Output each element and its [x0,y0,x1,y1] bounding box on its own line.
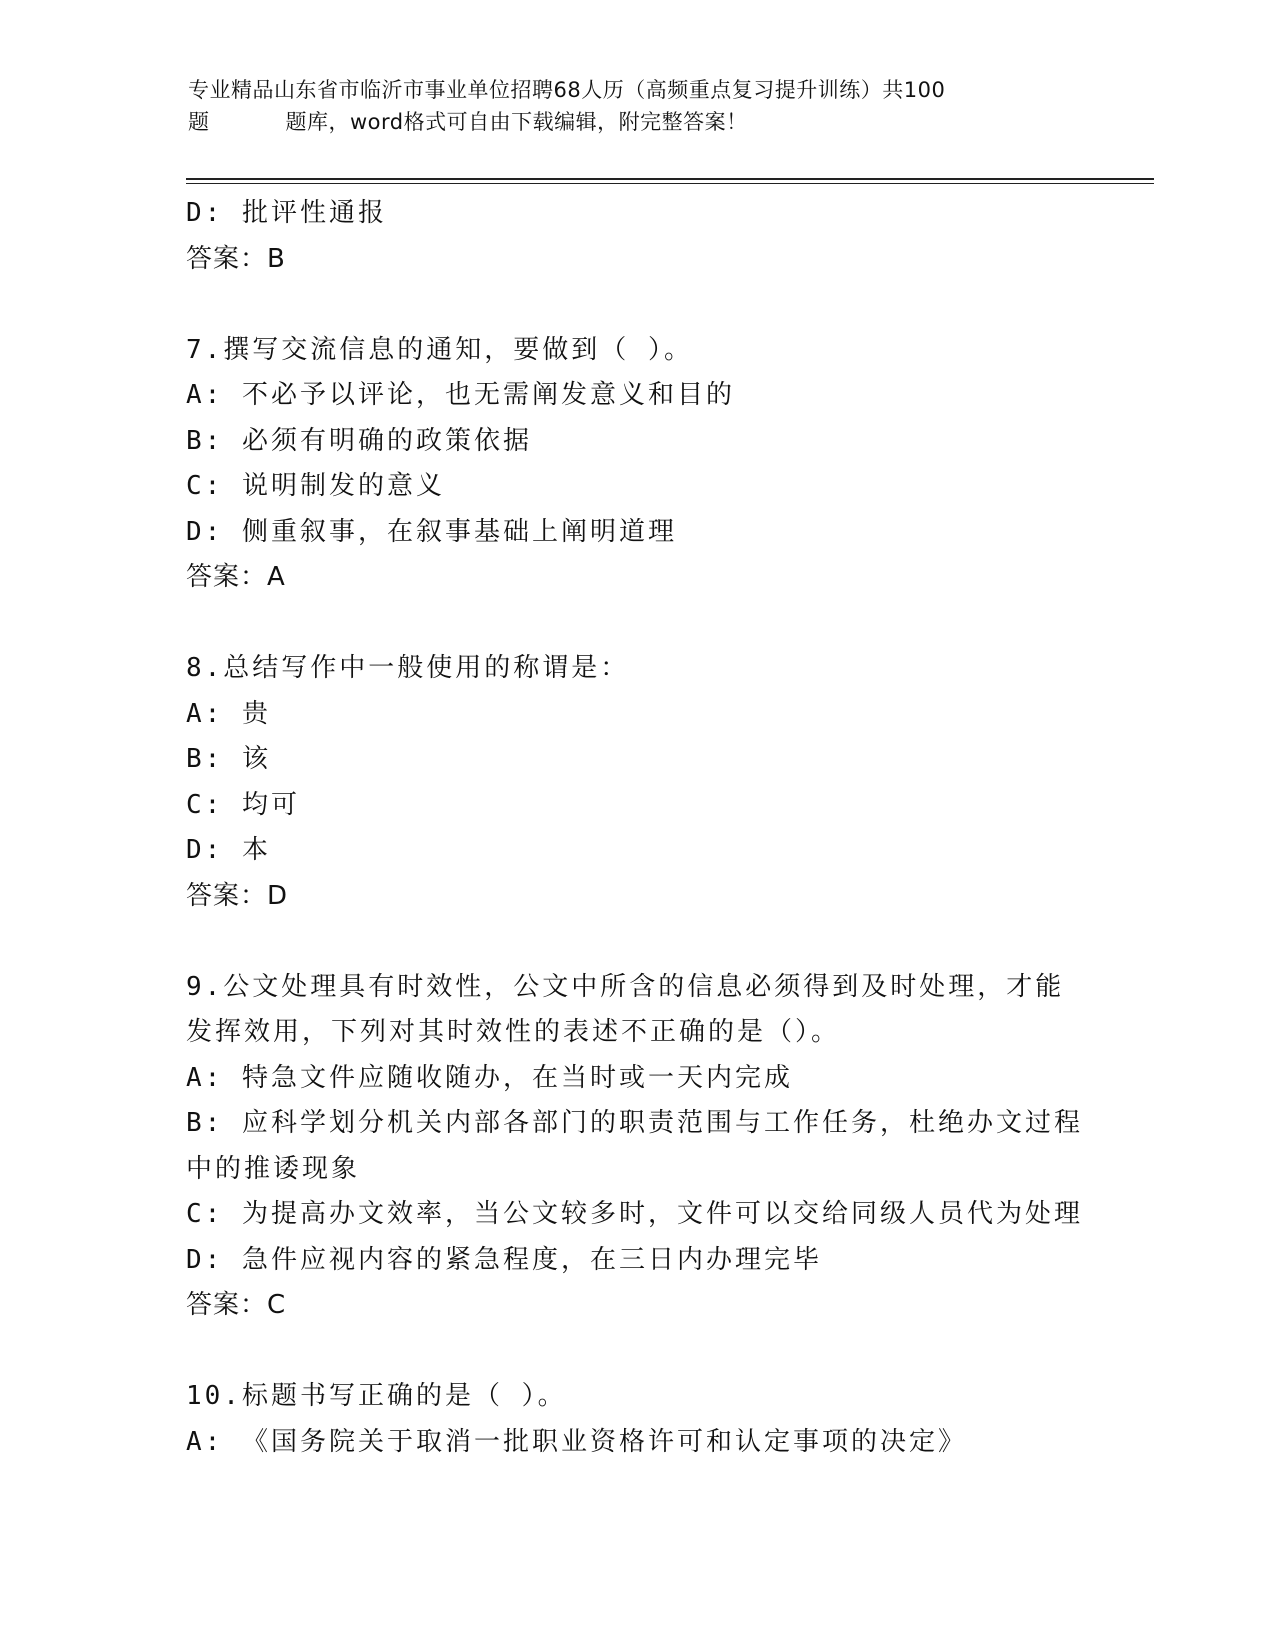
header-title-line-2-end: 题库，word格式可自由下载编辑，附完整答案！ [285,110,748,134]
header-title-line-2 [188,106,1088,138]
question-block-9 [186,965,1086,1329]
option-d: D: 本 [186,835,271,865]
question-stem-line-2: 发挥效用，下列对其时效性的表述不正确的是（）。 [186,1017,841,1047]
header-divider-thick [186,178,1154,180]
option-a: A: 《国务院关于取消一批职业资格许可和认定事项的决定》 [186,1426,967,1457]
option-d: D: 侧重叙事，在叙事基础上阐明道理 [186,516,677,547]
header-title-line-2-start: 题 [188,110,210,134]
question-stem: 7.撰写交流信息的通知，要做到（ ）。 [186,334,693,365]
option-d: D: 急件应视内容的紧急程度，在三日内办理完毕 [186,1244,822,1275]
option-b: B: 必须有明确的政策依据 [186,425,532,456]
option-a: A: 贵 [186,698,271,729]
answer-line: 答案：D [186,880,289,911]
question-block-6 [186,191,1086,282]
option-d: D: 批评性通报 [186,198,387,228]
header-divider-thin [186,183,1154,184]
question-block-10 [186,1374,1086,1465]
option-a: A: 特急文件应随收随办，在当时或一天内完成 [186,1062,793,1093]
question-list [186,191,1086,1465]
option-b-continued: 中的推诿现象 [186,1153,361,1184]
option-c: C: 均可 [186,789,300,820]
option-b: B: 该 [186,744,271,774]
question-stem: 8.总结写作中一般使用的称谓是： [186,653,630,683]
option-a: A: 不必予以评论，也无需阐发意义和目的 [186,380,735,410]
question-block-8 [186,646,1086,919]
question-stem-line-1: 9.公文处理具有时效性，公文中所含的信息必须得到及时处理，才能 [186,971,1065,1002]
header-title-line-1: 专业精品山东省市临沂市事业单位招聘68人历（高频重点复习提升训练）共100 [188,78,946,102]
answer-line: 答案：C [186,1290,287,1320]
question-block-7 [186,328,1086,601]
answer-line: 答案：A [186,562,286,592]
question-stem: 10.标题书写正确的是（ ）。 [186,1381,567,1411]
option-b: B: 应科学划分机关内部各部门的职责范围与工作任务，杜绝办文过程 [186,1108,1083,1138]
answer-line: 答案：B [186,243,286,274]
document-header [188,74,1088,138]
option-c: C: 说明制发的意义 [186,471,445,501]
option-c: C: 为提高办文效率，当公文较多时，文件可以交给同级人员代为处理 [186,1199,1083,1229]
